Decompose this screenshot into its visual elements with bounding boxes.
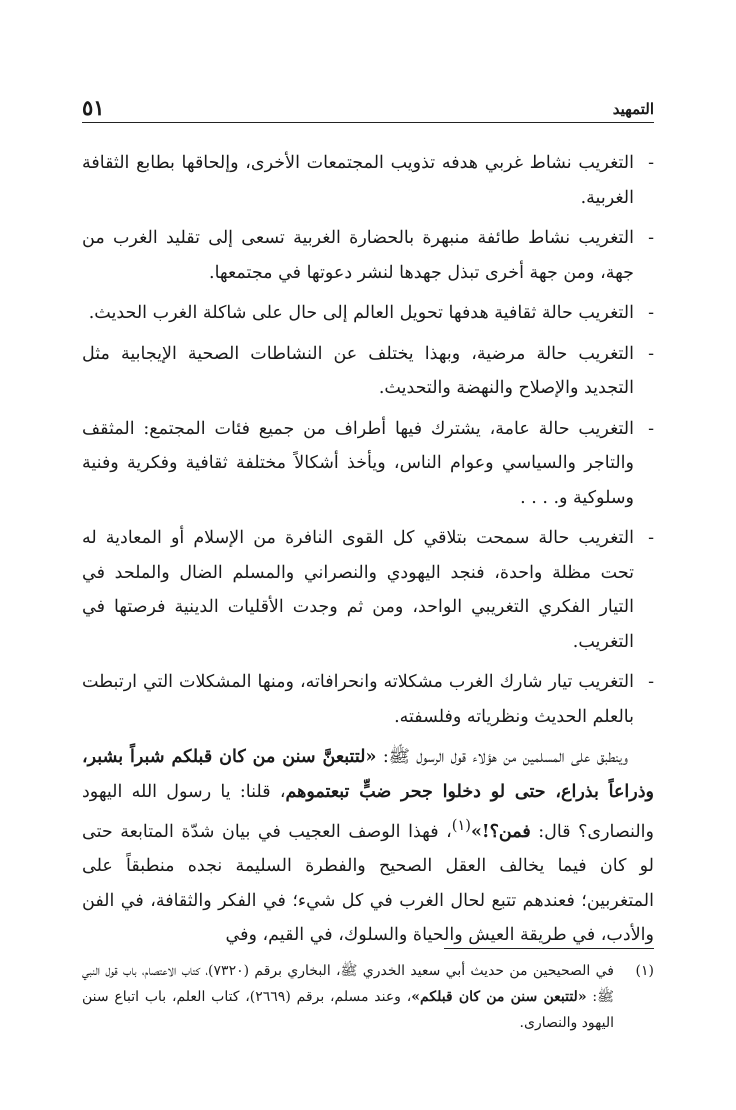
page-number: ٥١	[82, 95, 105, 120]
bullet-dash: -	[648, 228, 654, 248]
footnote-reference[interactable]: (١)	[451, 817, 471, 834]
list-item	[82, 296, 654, 331]
hadith-quote: «لتتبعنَّ سنن من كان قبلكم شبراً بشبر، وذراعاً بذراع، حتى لو دخلوا جحر ضبٍّ تبعتموهم	[82, 747, 654, 802]
bullet-dash: -	[648, 528, 654, 548]
bullet-dash: -	[648, 672, 654, 692]
bullet-dash: -	[648, 418, 654, 439]
running-head: التمهيد	[612, 100, 654, 118]
main-text	[82, 146, 654, 953]
bullet-dash: -	[648, 343, 654, 364]
list-item	[82, 412, 654, 516]
list-item	[82, 146, 654, 215]
bullet-dash: -	[648, 303, 654, 323]
hadith-quote: فمن؟!»	[470, 821, 531, 842]
paragraph-text: وينطبق على المسلمين من هؤلاء قول الرسول ﷺ:	[376, 747, 629, 767]
paragraph-text: ، فهذا الوصف العجيب في بيان شدّة المتابعة حتى لو كان فيما يخالف العقل الصحيح والفطرة السليمة نجده منطبقاً على المتغربين؛ فعندهم تتبع لحال الغرب في كل شيء؛ في الفكر والثقافة، في الفن والأدب، في طريقة العيش والحياة والسلوك، في القيم، وفي	[82, 821, 654, 946]
footnote-divider	[444, 948, 654, 949]
list-item-text: التغريب حالة عامة، يشترك فيها أطراف من جميع فئات المجتمع: المثقف والتاجر والسياسي وعوام الناس، ويأخذ أشكالاً مختلفة ثقافية وفكرية وفنية وسلوكية و. . . .	[82, 418, 634, 508]
footnote-text: في الصحيحين من حديث أبي سعيد الخدري ﷺ، البخاري برقم (٧٣٢٠)، كتاب الاعتصام، باب قول النبي ﷺ:	[82, 963, 614, 1005]
list-item	[82, 665, 654, 734]
list-item-text: التغريب نشاط غربي هدفه تذويب المجتمعات الأخرى، وإلحاقها بطابع الثقافة الغربية.	[82, 153, 634, 208]
body-paragraph	[82, 740, 654, 953]
list-item-text: التغريب تيار شارك الغرب مشكلاته وانحرافاته، ومنها المشكلات التي ارتبطت بالعلم الحديث ونظرياته وفلسفته.	[82, 672, 634, 727]
list-item	[82, 221, 654, 290]
footnote-quote: «لتتبعن سنن من كان قبلكم»	[411, 989, 587, 1005]
list-item-text: التغريب حالة سمحت بتلاقي كل القوى النافرة من الإسلام أو المعادية له تحت مظلة واحدة، فنجد اليهودي والنصراني والمسلم الضال والملحد في التيار الفكري التغريبي الواحد، ومن ثم وجدت الأقليات الدينية فرصتها في التغريب.	[82, 528, 634, 652]
footnote-number: (١)	[635, 963, 654, 979]
page-header	[82, 92, 654, 123]
bullet-dash: -	[648, 153, 654, 173]
paragraph-text: ، قلنا: يا رسول الله اليهود والنصارى؟ قال:	[82, 781, 654, 842]
footnote-text: ، وعند مسلم، برقم (٢٦٦٩)، كتاب العلم، باب اتباع سنن اليهود والنصارى.	[82, 989, 614, 1031]
footnote	[82, 958, 654, 1036]
list-item	[82, 521, 654, 659]
list-item-text: التغريب حالة مرضية، وبهذا يختلف عن النشاطات الصحية الإيجابية مثل التجديد والإصلاح والنهضة والتحديث.	[82, 343, 635, 398]
list-item	[82, 337, 654, 406]
list-item-text: التغريب حالة ثقافية هدفها تحويل العالم إلى حال على شاكلة الغرب الحديث.	[88, 303, 634, 323]
list-item-text: التغريب نشاط طائفة منبهرة بالحضارة الغربية تسعى إلى تقليد الغرب من جهة، ومن جهة أخرى تبذل جهدها لنشر دعوتها في مجتمعها.	[82, 228, 634, 283]
